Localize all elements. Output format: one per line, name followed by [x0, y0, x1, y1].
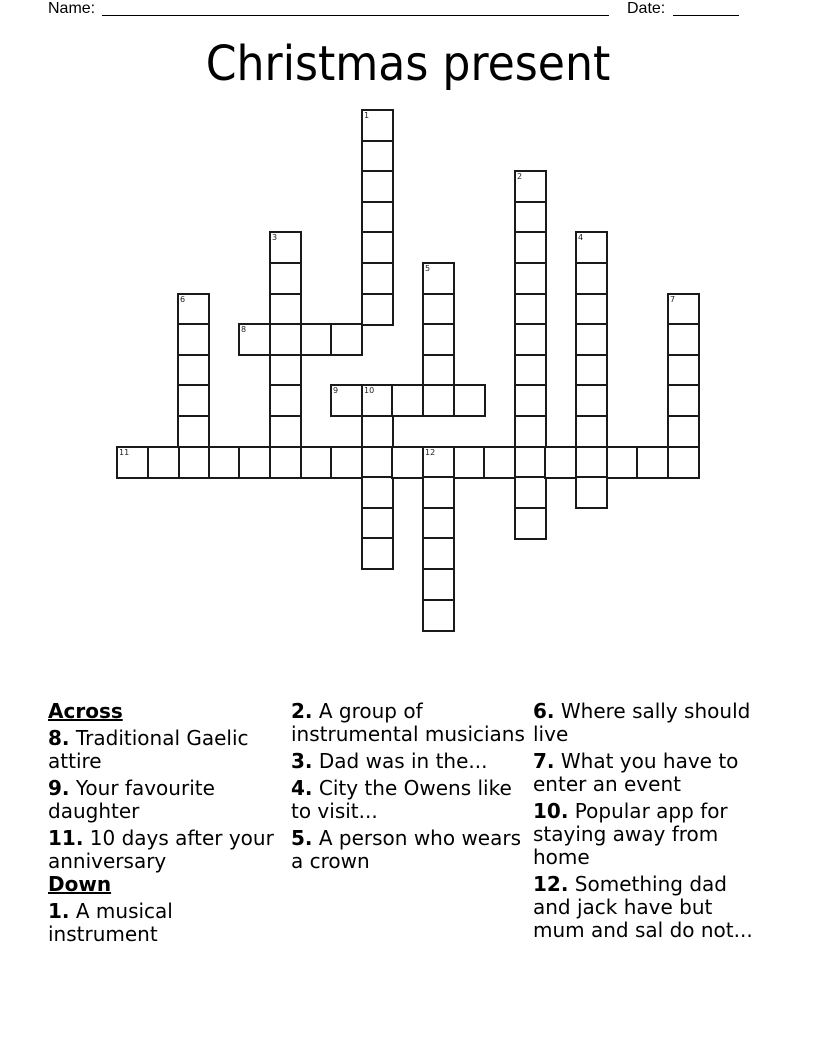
clue-number: 10.	[533, 799, 569, 823]
crossword-cell[interactable]	[361, 231, 394, 264]
clue-down-7	[533, 750, 768, 796]
crossword-cell[interactable]	[177, 293, 210, 326]
crossword-cell[interactable]	[575, 231, 608, 264]
crossword-cell[interactable]	[514, 170, 547, 203]
cell-number: 9	[333, 386, 339, 395]
crossword-cell[interactable]	[177, 354, 210, 387]
clue-down-5	[291, 827, 526, 873]
clue-number: 8.	[48, 726, 70, 750]
crossword-cell[interactable]	[269, 354, 302, 387]
crossword-cell[interactable]	[575, 476, 608, 509]
cell-number: 2	[517, 172, 523, 181]
crossword-cell[interactable]	[300, 446, 333, 479]
clue-number: 7.	[533, 749, 555, 773]
date-label: Date:	[627, 0, 666, 17]
crossword-cell[interactable]	[422, 476, 455, 509]
crossword-cell[interactable]	[361, 262, 394, 295]
cell-number: 6	[180, 295, 186, 304]
clue-column-2	[291, 700, 526, 877]
crossword-cell[interactable]	[361, 293, 394, 326]
crossword-cell[interactable]	[361, 537, 394, 570]
crossword-cell[interactable]	[422, 293, 455, 326]
crossword-cell[interactable]	[422, 599, 455, 632]
crossword-cell[interactable]	[575, 323, 608, 356]
clue-text: Dad was in the...	[318, 749, 488, 773]
cell-number: 11	[119, 448, 130, 457]
across-heading: Across	[48, 699, 123, 723]
clue-text: A musical instrument	[48, 899, 173, 946]
crossword-cell[interactable]	[330, 384, 363, 417]
crossword-cell[interactable]	[453, 446, 486, 479]
crossword-cell[interactable]	[361, 476, 394, 509]
crossword-cell[interactable]	[361, 201, 394, 234]
clue-text: 10 days after your anniversary	[48, 826, 274, 873]
crossword-cell[interactable]	[514, 231, 547, 264]
clue-down-1	[48, 900, 283, 946]
crossword-cell[interactable]	[575, 354, 608, 387]
clue-number: 5.	[291, 826, 313, 850]
crossword-cell[interactable]	[361, 109, 394, 142]
crossword-cell[interactable]	[361, 507, 394, 540]
clue-across-9	[48, 777, 283, 823]
clue-number: 4.	[291, 776, 313, 800]
crossword-cell[interactable]	[575, 262, 608, 295]
clue-text: Something dad and jack have but mum and sal do not...	[533, 872, 753, 942]
crossword-cell[interactable]	[300, 323, 333, 356]
crossword-cell[interactable]	[361, 446, 394, 479]
clue-down-2	[291, 700, 526, 746]
crossword-cell[interactable]	[514, 384, 547, 417]
crossword-cell[interactable]	[514, 507, 547, 540]
crossword-cell[interactable]	[361, 384, 394, 417]
clue-down-10	[533, 800, 768, 869]
crossword-cell[interactable]	[667, 446, 700, 479]
crossword-cell[interactable]	[269, 384, 302, 417]
crossword-cell[interactable]	[269, 446, 302, 479]
crossword-cell[interactable]	[391, 446, 424, 479]
clue-down-3	[291, 750, 526, 773]
crossword-cell[interactable]	[269, 262, 302, 295]
crossword-cell[interactable]	[636, 446, 669, 479]
cell-number: 1	[364, 111, 370, 120]
clue-down-6	[533, 700, 768, 746]
crossword-cell[interactable]	[483, 446, 516, 479]
crossword-cell[interactable]	[544, 446, 577, 479]
crossword-cell[interactable]	[575, 415, 608, 448]
crossword-cell[interactable]	[177, 446, 210, 479]
crossword-cell[interactable]	[177, 323, 210, 356]
crossword-cell[interactable]	[330, 446, 363, 479]
crossword-cell[interactable]	[177, 384, 210, 417]
crossword-cell[interactable]	[177, 415, 210, 448]
crossword-cell[interactable]	[269, 323, 302, 356]
cell-number: 4	[578, 233, 584, 242]
clue-text: What you have to enter an event	[533, 749, 739, 796]
clue-number: 11.	[48, 826, 84, 850]
clue-number: 1.	[48, 899, 70, 923]
clue-across-8	[48, 727, 283, 773]
crossword-cell[interactable]	[422, 384, 455, 417]
clue-text: A group of instrumental musicians	[291, 699, 525, 746]
crossword-cell[interactable]	[361, 415, 394, 448]
crossword-cell[interactable]	[422, 354, 455, 387]
clue-text: A person who wears a crown	[291, 826, 522, 873]
down-heading: Down	[48, 872, 112, 896]
crossword-cell[interactable]	[667, 415, 700, 448]
crossword-cell[interactable]	[422, 323, 455, 356]
clue-number: 3.	[291, 749, 313, 773]
crossword-cell[interactable]	[514, 446, 547, 479]
crossword-cell[interactable]	[667, 293, 700, 326]
cell-number: 5	[425, 264, 431, 273]
crossword-cell[interactable]	[667, 354, 700, 387]
crossword-cell[interactable]	[606, 446, 639, 479]
cell-number: 10	[364, 386, 375, 395]
crossword-cell[interactable]	[514, 262, 547, 295]
crossword-cell[interactable]	[514, 293, 547, 326]
crossword-cell[interactable]	[575, 293, 608, 326]
clue-across-11	[48, 827, 283, 873]
clue-down-4	[291, 777, 526, 823]
clue-number: 9.	[48, 776, 70, 800]
crossword-cell[interactable]	[269, 293, 302, 326]
crossword-cell[interactable]	[269, 231, 302, 264]
clue-text: Popular app for staying away from home	[533, 799, 728, 869]
crossword-cell[interactable]	[147, 446, 180, 479]
crossword-cell[interactable]	[238, 323, 271, 356]
crossword-cell[interactable]	[269, 415, 302, 448]
crossword-cell[interactable]	[514, 415, 547, 448]
clue-number: 6.	[533, 699, 555, 723]
clue-column-1	[48, 700, 283, 950]
crossword-cell[interactable]	[208, 446, 241, 479]
crossword-cell[interactable]	[514, 354, 547, 387]
cell-number: 3	[272, 233, 278, 242]
cell-number: 7	[670, 295, 676, 304]
crossword-cell[interactable]	[422, 568, 455, 601]
clue-column-3	[533, 700, 768, 946]
crossword-cell[interactable]	[667, 323, 700, 356]
crossword-cell[interactable]	[422, 262, 455, 295]
crossword-cell[interactable]	[667, 384, 700, 417]
crossword-cell[interactable]	[116, 446, 149, 479]
clue-text: Where sally should live	[533, 699, 751, 746]
clue-text: City the Owens like to visit...	[291, 776, 512, 823]
clue-number: 2.	[291, 699, 313, 723]
clue-text: Traditional Gaelic attire	[48, 726, 249, 773]
crossword-cell[interactable]	[453, 384, 486, 417]
crossword-cell[interactable]	[514, 201, 547, 234]
crossword-cell[interactable]	[422, 446, 455, 479]
crossword-cell[interactable]	[391, 384, 424, 417]
crossword-cell[interactable]	[575, 446, 608, 479]
crossword-cell[interactable]	[514, 323, 547, 356]
clue-text: Your favourite daughter	[48, 776, 215, 823]
crossword-cell[interactable]	[361, 170, 394, 203]
crossword-cell[interactable]	[361, 140, 394, 173]
page-title: Christmas present	[205, 36, 611, 92]
crossword-cell[interactable]	[330, 323, 363, 356]
crossword-cell[interactable]	[238, 446, 271, 479]
crossword-cell[interactable]	[422, 507, 455, 540]
crossword-cell[interactable]	[422, 537, 455, 570]
clue-number: 12.	[533, 872, 569, 896]
cell-number: 12	[425, 448, 436, 457]
clue-down-12	[533, 873, 768, 942]
cell-number: 8	[241, 325, 247, 334]
crossword-cell[interactable]	[575, 384, 608, 417]
crossword-cell[interactable]	[514, 476, 547, 509]
name-label: Name:	[48, 0, 96, 17]
